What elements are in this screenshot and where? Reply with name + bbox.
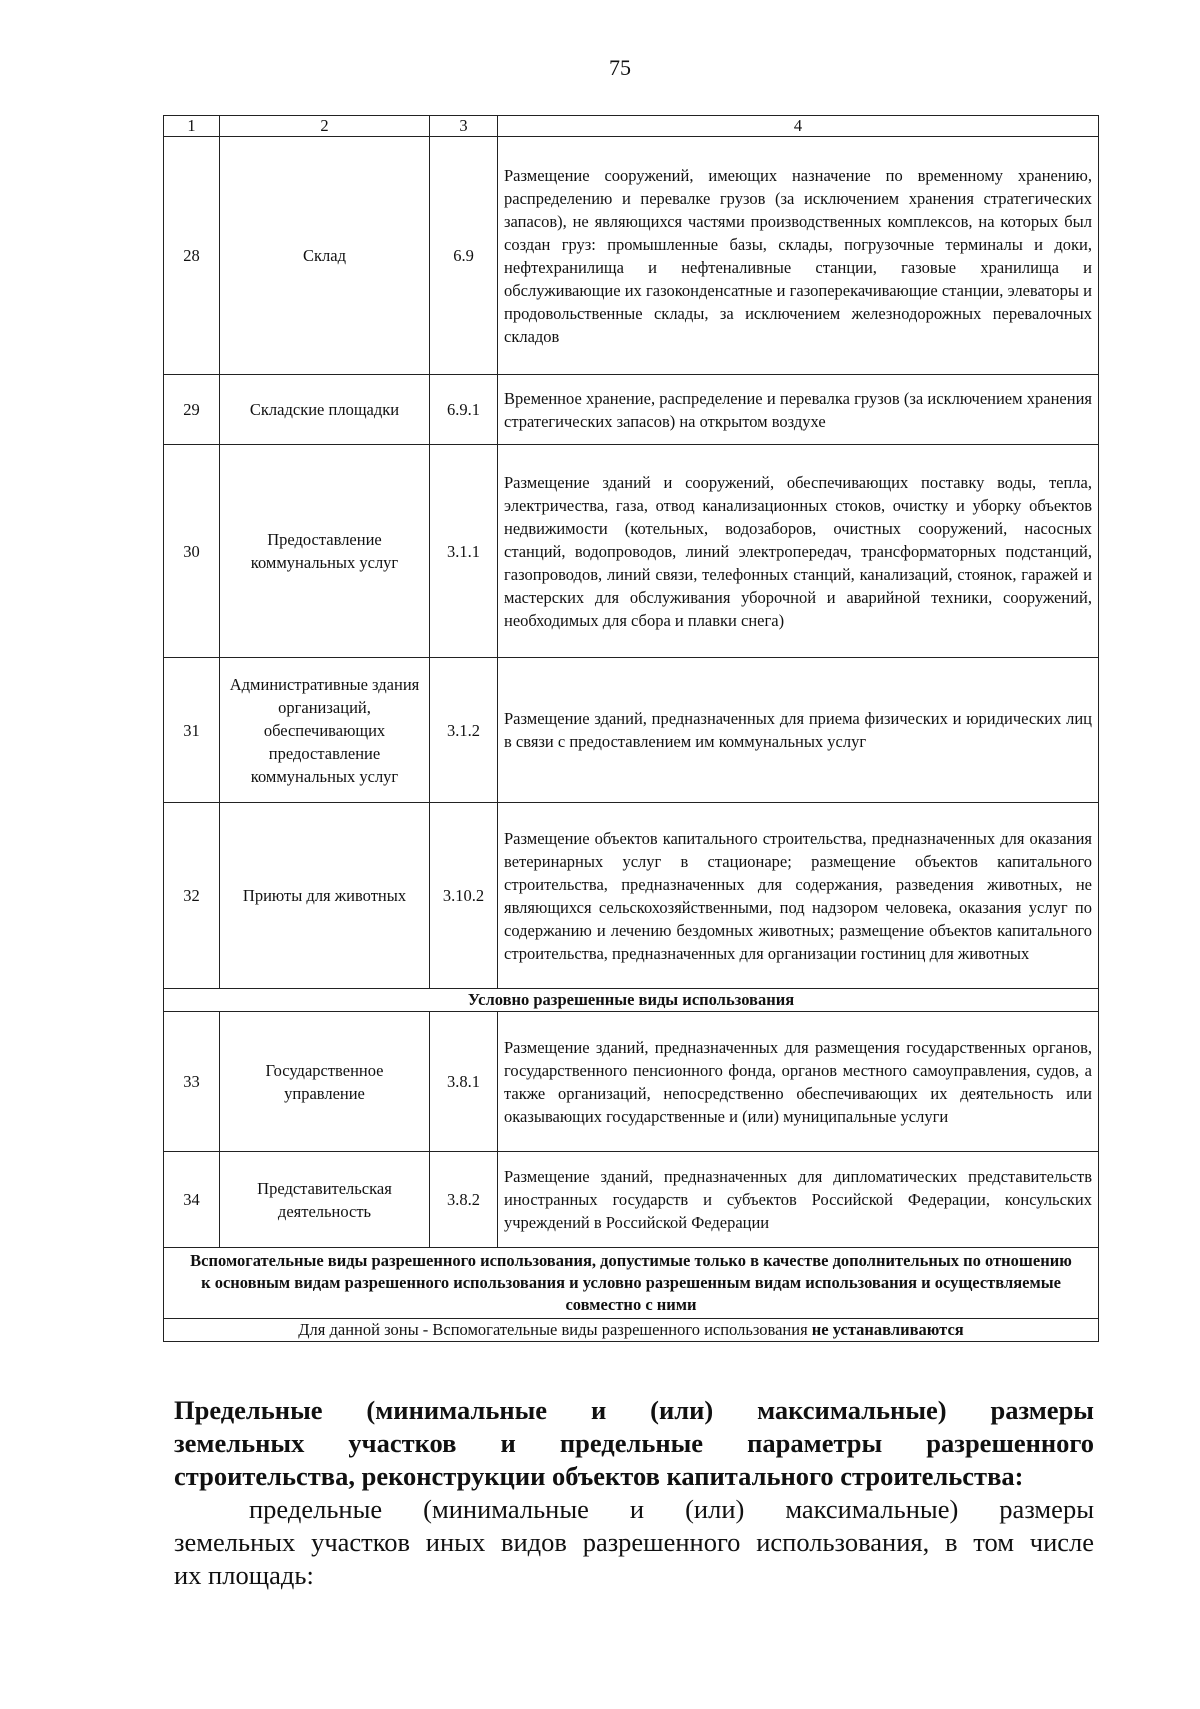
row-number: 33 bbox=[164, 1012, 220, 1152]
heading-line: Предельные (минимальные и (или) максимальные) размеры bbox=[174, 1395, 1094, 1425]
table-row bbox=[164, 375, 1099, 445]
use-type-name: Административные здания организаций, обеспечивающих предоставление коммунальных услуг bbox=[220, 658, 430, 803]
use-type-code: 3.10.2 bbox=[430, 803, 498, 989]
header-cell: 4 bbox=[498, 116, 1099, 137]
auxiliary-section-row bbox=[164, 1248, 1099, 1319]
body-paragraph bbox=[174, 1493, 1094, 1592]
use-type-description: Размещение зданий, предназначенных для приема физических и юридических лиц в связи с предоставлением им коммунальных услуг bbox=[498, 658, 1099, 803]
section-heading bbox=[174, 1394, 1094, 1493]
note-emphasis: не устанавливаются bbox=[811, 1320, 964, 1339]
use-type-description: Размещение зданий, предназначенных для дипломатических представительств иностранных государств и субъектов Российской Федерации, консульских учреждений в Российской Федерации bbox=[498, 1152, 1099, 1248]
note-cell bbox=[164, 1319, 1099, 1342]
paragraph-line: предельные (минимальные и (или) максимальные) размеры bbox=[249, 1494, 1094, 1524]
table-row bbox=[164, 1012, 1099, 1152]
row-number: 32 bbox=[164, 803, 220, 989]
use-type-code: 3.8.1 bbox=[430, 1012, 498, 1152]
note-prefix: Для данной зоны - Вспомогательные виды разрешенного использования bbox=[298, 1320, 808, 1339]
use-type-name: Склад bbox=[220, 137, 430, 375]
use-type-code: 6.9 bbox=[430, 137, 498, 375]
use-type-name: Представительская деятельность bbox=[220, 1152, 430, 1248]
use-type-name: Приюты для животных bbox=[220, 803, 430, 989]
use-type-description: Размещение объектов капитального строительства, предназначенных для оказания ветеринарных услуг в стационаре; размещение объектов капитального строительства, предназначенных для содержания, разведения животных, не являющихся сельскохозяйственными, под надзором человека, оказания услуг по содержанию и лечению бездомных животных; размещение объектов капитального строительства, предназначенных для организации гостиниц для животных bbox=[498, 803, 1099, 989]
table-row bbox=[164, 658, 1099, 803]
row-number: 31 bbox=[164, 658, 220, 803]
use-type-description: Размещение сооружений, имеющих назначение по временному хранению, распределению и перевалке грузов (за исключением хранения стратегических запасов), не являющихся частями производственных комплексов, на которых был создан груз: промышленные базы, склады, погрузочные терминалы и доки, нефтехранилища и нефтеналивные станции, газовые хранилища и обслуживающие их газоконденсатные и газоперекачивающие станции, элеваторы и продовольственные склады, за исключением железнодорожных перевалочных складов bbox=[498, 137, 1099, 375]
row-number: 30 bbox=[164, 445, 220, 658]
use-type-name: Предоставление коммунальных услуг bbox=[220, 445, 430, 658]
header-cell: 2 bbox=[220, 116, 430, 137]
note-row bbox=[164, 1319, 1099, 1342]
use-type-code: 6.9.1 bbox=[430, 375, 498, 445]
table-row bbox=[164, 1152, 1099, 1248]
row-number: 28 bbox=[164, 137, 220, 375]
use-type-description: Размещение зданий, предназначенных для размещения государственных органов, государственного пенсионного фонда, органов местного самоуправления, судов, а также организаций, непосредственно обеспечивающих их деятельность или оказывающих государственные и (или) муниципальные услуги bbox=[498, 1012, 1099, 1152]
row-number: 29 bbox=[164, 375, 220, 445]
table-row bbox=[164, 445, 1099, 658]
use-type-description: Размещение зданий и сооружений, обеспечивающих поставку воды, тепла, электричества, газа, отвод канализационных стоков, очистку и уборку объектов недвижимости (котельных, водозаборов, очистных сооружений, насосных станций, водопроводов, линий электропередач, трансформаторных подстанций, газопроводов, линий связи, телефонных станций, канализаций, стоянок, гаражей и мастерских для обслуживания уборочной и аварийной техники, сооружений, необходимых для сбора и плавки снега) bbox=[498, 445, 1099, 658]
use-type-code: 3.8.2 bbox=[430, 1152, 498, 1248]
use-type-code: 3.1.1 bbox=[430, 445, 498, 658]
table-header-row bbox=[164, 116, 1099, 137]
row-number: 34 bbox=[164, 1152, 220, 1248]
table-row bbox=[164, 803, 1099, 989]
header-cell: 3 bbox=[430, 116, 498, 137]
use-type-name: Государственное управление bbox=[220, 1012, 430, 1152]
use-type-description: Временное хранение, распределение и перевалка грузов (за исключением хранения стратегических запасов) на открытом воздухе bbox=[498, 375, 1099, 445]
land-use-table bbox=[163, 115, 1099, 1342]
conditional-section-row bbox=[164, 989, 1099, 1012]
header-cell: 1 bbox=[164, 116, 220, 137]
table-row bbox=[164, 137, 1099, 375]
heading-line: земельных участков и предельные параметры разрешенного bbox=[174, 1428, 1094, 1458]
auxiliary-section-title: Вспомогательные виды разрешенного использования, допустимые только в качестве дополнительных по отношению к основным видам разрешенного использования и условно разрешенным видам использования и осуществляемые совместно с ними bbox=[164, 1248, 1099, 1319]
use-type-name: Складские площадки bbox=[220, 375, 430, 445]
conditional-section-title: Условно разрешенные виды использования bbox=[164, 989, 1099, 1012]
paragraph-line: их площадь: bbox=[174, 1560, 314, 1590]
heading-line: строительства, реконструкции объектов капитального строительства: bbox=[174, 1461, 1024, 1491]
page-number: 75 bbox=[609, 55, 631, 80]
paragraph-line: земельных участков иных видов разрешенного использования, в том числе bbox=[174, 1527, 1094, 1557]
use-type-code: 3.1.2 bbox=[430, 658, 498, 803]
